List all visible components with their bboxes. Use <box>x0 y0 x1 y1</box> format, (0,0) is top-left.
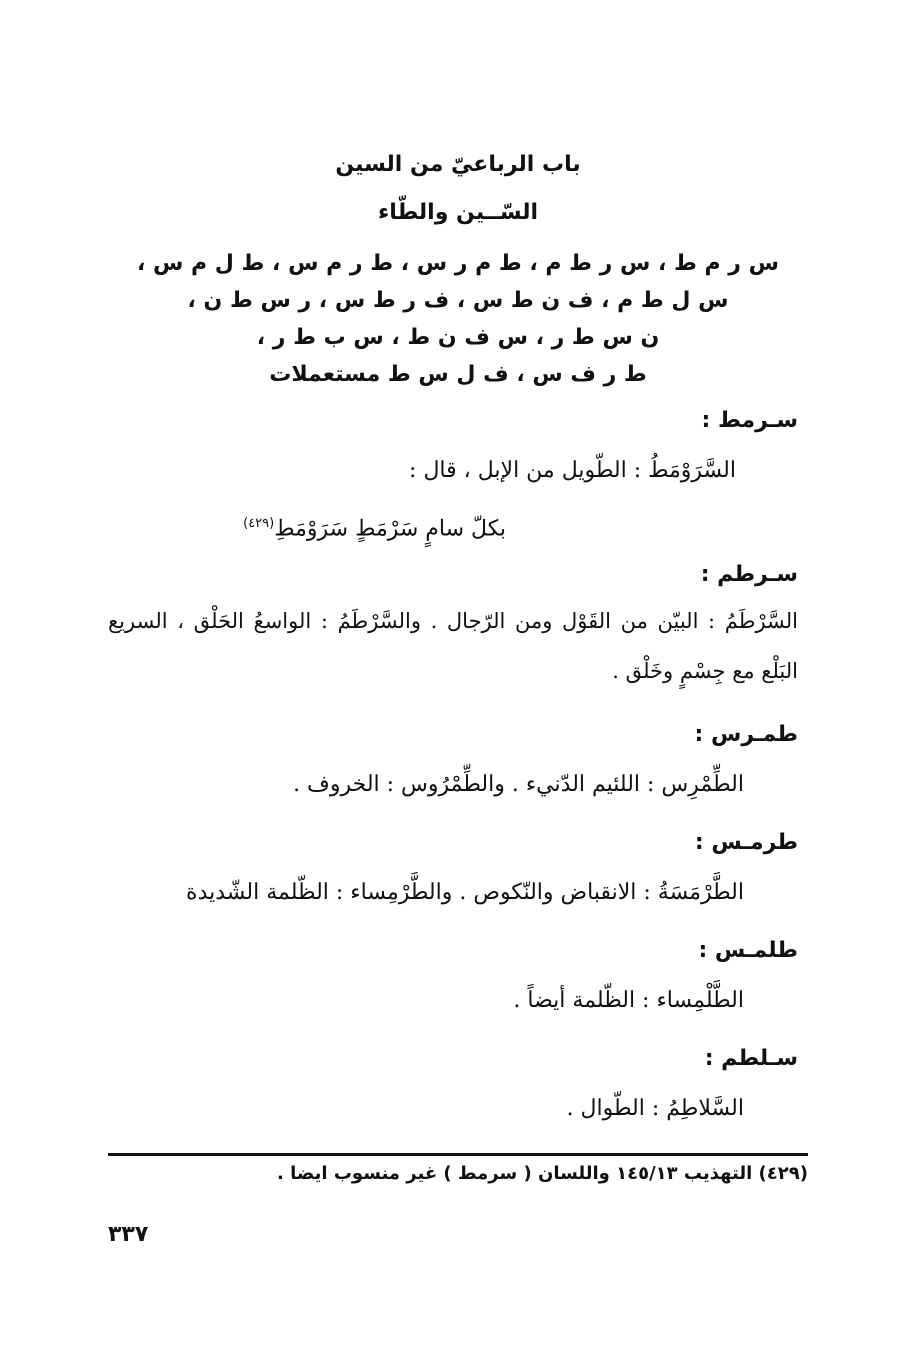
footnote-divider <box>108 1153 808 1156</box>
root-line: س ل ط م ، ف ن ط س ، ف ر ط س ، ر س ط ن ، <box>187 288 729 313</box>
root-list <box>0 245 916 393</box>
entry-headword: سـرطم : <box>700 562 798 587</box>
entry-headword: طمـرس : <box>694 722 798 747</box>
chapter-subtitle: السّــين والطّاء <box>377 200 539 225</box>
entry-definition: الطَّرْمَسَةُ : الانقباض والنّكوص . والطَّرْمِساء : الظّلمة الشّديدة <box>186 880 744 905</box>
root-line: ن س ط ر ، س ف ن ط ، س ب ط ر ، <box>256 325 660 350</box>
entry-definition: الطِّمْرِس : اللئيم الدّنيء . والطِّمْرُوس : الخروف . <box>293 772 744 797</box>
entry-headword: سـرمط : <box>701 408 798 433</box>
root-line: ط ر ف س ، ف ل س ط مستعملات <box>269 362 647 387</box>
chapter-title: باب الرباعيّ من السين <box>335 152 581 177</box>
entry-definition: الطَّلْمِساء : الظّلمة أيضاً . <box>513 988 744 1013</box>
page-number: ٣٣٧ <box>108 1222 149 1247</box>
entry-definition: السَّلاطِمُ : الطّوال . <box>566 1096 744 1121</box>
verse-line <box>243 516 506 541</box>
verse-text: بكلّ سامٍ سَرْمَطٍ سَرَوْمَطِ <box>274 516 506 542</box>
entry-definition: السَّرَوْمَطُ : الطّويل من الإبل ، قال : <box>409 458 736 483</box>
root-line: س ر م ط ، س ر ط م ، ط م ر س ، ط ر م س ، ط ل م س ، <box>136 251 779 276</box>
entry-definition: السَّرْطَمُ : البيّن من القَوْل ومن الرّجال . والسَّرْطَمُ : الواسعُ الحَلْق ، السريع البَلْع مع جِسْمٍ وخَلْق . <box>108 609 798 683</box>
entry-headword: سـلطم : <box>704 1046 798 1071</box>
footnote: (٤٢٩) التهذيب ١٤٥/١٣ واللسان ( سرمط ) غير منسوب ايضا . <box>277 1163 808 1184</box>
entry-headword: طلمـس : <box>698 938 798 963</box>
footnote-marker: (٤٢٩) <box>243 516 275 531</box>
entry-headword: طرمـس : <box>694 830 798 855</box>
